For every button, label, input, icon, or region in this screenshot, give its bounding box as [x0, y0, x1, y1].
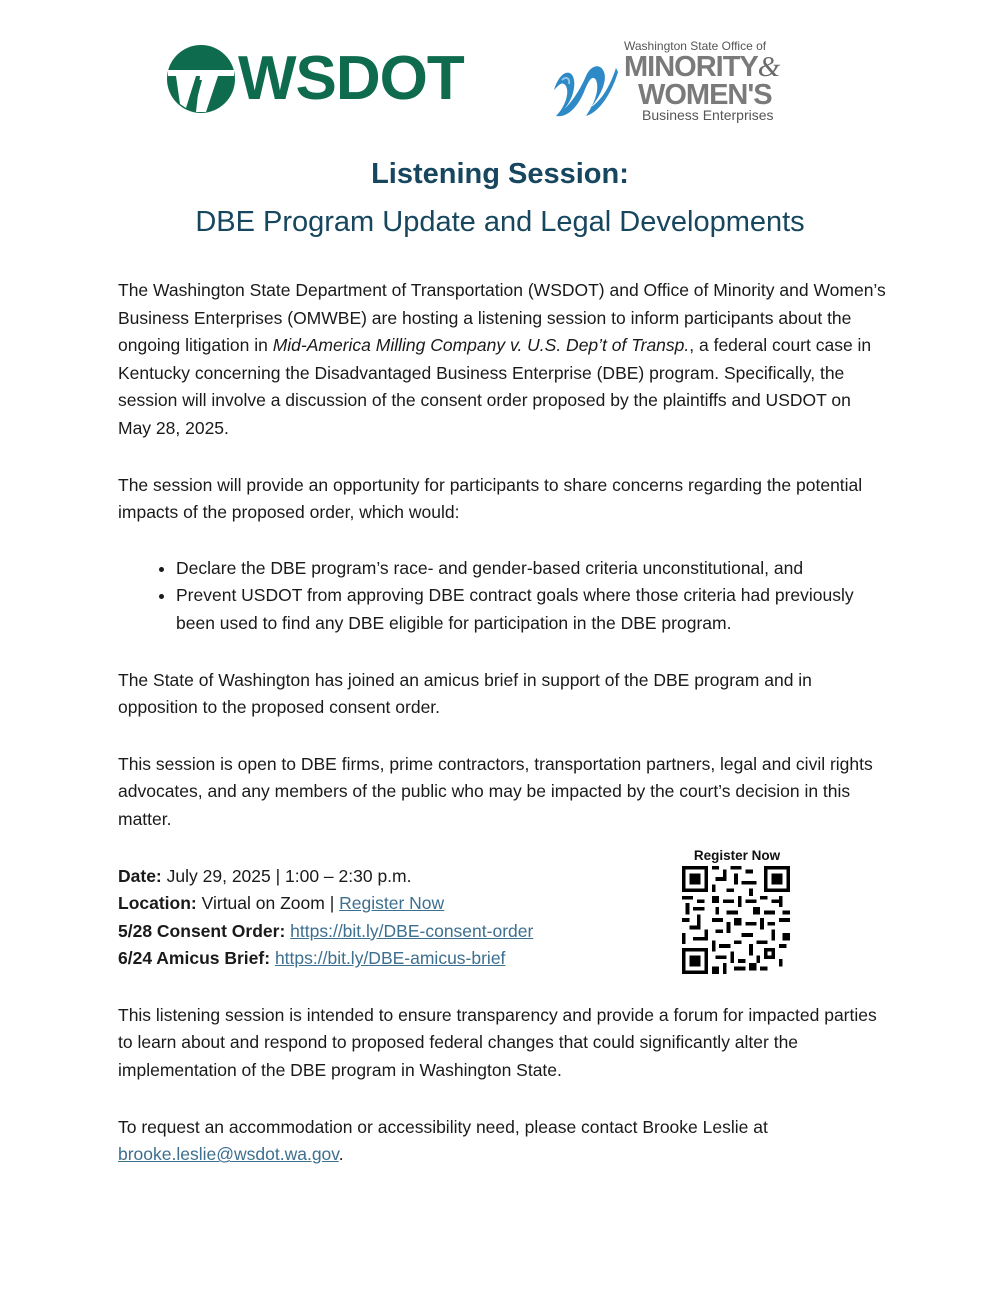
wsdot-wordmark: WSDOT: [238, 44, 464, 113]
omwbe-minority-text: MINORITY&: [624, 51, 780, 83]
qr-register-block: [682, 848, 792, 974]
open-paragraph: This session is open to DBE firms, prime contractors, transportation partners, legal and civil rights advocates, and any members of the public who may be impacted by the court’s decision in this matter.: [118, 753, 873, 829]
list-item: • Declare the DBE program’s race- and gender-based criteria unconstitutional, and: [176, 555, 888, 583]
amicus-brief-row: 6/24 Amicus Brief: https://bit.ly/DBE-amicus-brief: [118, 948, 506, 969]
omwbe-womens-text: WOMEN'S: [638, 79, 772, 111]
document-body: [118, 277, 888, 1198]
opportunity-paragraph: The session will provide an opportunity for participants to share concerns regarding the potential impacts of the proposed order, which would:: [118, 474, 863, 523]
case-name: Mid-America Milling Company v. U.S. Dep’t of Transp.: [272, 335, 690, 356]
qr-label: Register Now: [693, 848, 781, 863]
location-row: Location: Virtual on Zoom | Register Now: [118, 893, 445, 914]
consent-order-row: 5/28 Consent Order: https://bit.ly/DBE-consent-order: [118, 920, 534, 941]
email-link[interactable]: brooke.leslie@wsdot.wa.gov: [118, 1144, 339, 1165]
page-title: Listening Session:: [371, 158, 629, 190]
contact-paragraph: To request an accommodation or accessibility need, please contact Brooke Leslie at brooke.leslie@wsdot.wa.gov.: [118, 1116, 768, 1165]
page-subtitle: DBE Program Update and Legal Developments: [195, 206, 805, 238]
date-row: Date: July 29, 2025 | 1:00 – 2:30 p.m.: [118, 865, 412, 886]
omwbe-small-text: Washington State Office of: [624, 39, 767, 53]
amicus-brief-link[interactable]: https://bit.ly/DBE-amicus-brief: [274, 948, 506, 969]
consent-order-link[interactable]: https://bit.ly/DBE-consent-order: [290, 920, 534, 941]
header-logos: [0, 38, 1000, 130]
register-now-link[interactable]: Register Now: [339, 893, 445, 914]
omwbe-wave-icon: [550, 50, 620, 120]
wsdot-logo-icon: [166, 44, 236, 114]
impact-list: [118, 555, 888, 638]
transparency-paragraph: This listening session is intended to ensure transparency and provide a forum for impacted parties to learn about and respond to proposed federal changes that could significantly alter the implementation of the DBE program in Washington State.: [118, 1004, 877, 1081]
amicus-paragraph: The State of Washington has joined an amicus brief in support of the DBE program and in opposition to the proposed consent order.: [118, 669, 812, 718]
omwbe-logo: [550, 38, 800, 130]
list-item: • Prevent USDOT from approving DBE contract goals where those criteria had previously been used to find any DBE eligible for participation in the DBE program.: [176, 582, 888, 637]
qr-code-icon[interactable]: [682, 866, 790, 974]
intro-paragraph: The Washington State Department of Transportation (WSDOT) and Office of Minority and Women’s Business Enterprises (OMWBE) are hosting a listening session to inform participants about the ongoing litigation in Mid-America Milling Company v. U.S. Dep’t of Transp., a federal court case in Kentucky concerning the Disadvantaged Business Enterprise (DBE) program. Specifically, the session will involve a discussion of the consent order proposed by the plaintiffs and USDOT on May 28, 2025.: [118, 280, 886, 438]
wsdot-logo: [166, 44, 464, 114]
omwbe-business-text: Business Enterprises: [642, 107, 774, 123]
